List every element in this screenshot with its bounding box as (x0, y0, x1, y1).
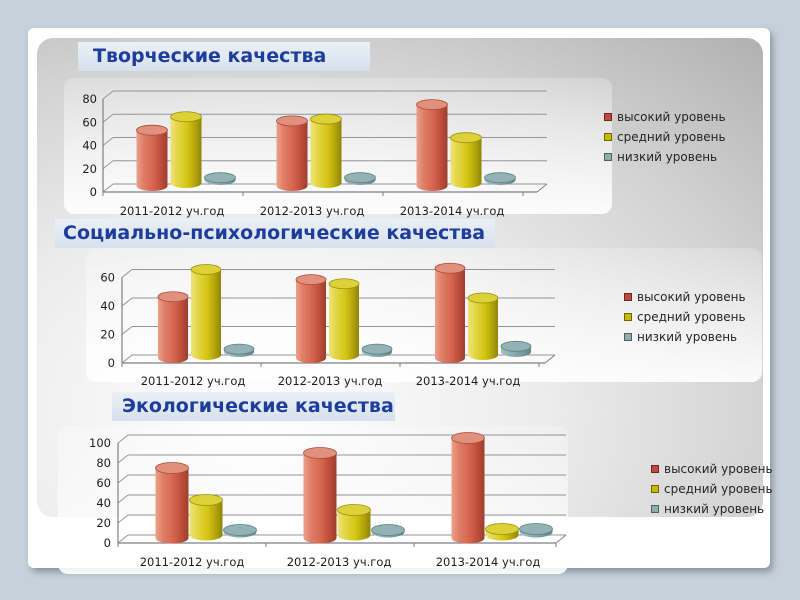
legend-label: средний уровень (637, 309, 746, 324)
svg-text:20: 20 (96, 516, 111, 530)
svg-text:2012-2013 уч.год: 2012-2013 уч.год (286, 555, 392, 569)
svg-text:2011-2012 уч.год: 2011-2012 уч.год (119, 204, 225, 218)
legend-item (651, 502, 773, 515)
chart2-title: Социально-психологические качества (55, 219, 495, 248)
chart1-legend (604, 110, 726, 163)
svg-text:60: 60 (100, 270, 115, 285)
legend-label: низкий уровень (637, 329, 738, 344)
svg-text:40: 40 (96, 496, 111, 510)
svg-text:20: 20 (100, 327, 115, 342)
chart3-legend (651, 462, 773, 515)
legend-item (651, 482, 773, 495)
svg-text:2013-2014 уч.год: 2013-2014 уч.год (415, 374, 521, 388)
legend-item (604, 130, 726, 143)
svg-text:0: 0 (103, 536, 111, 550)
legend-label: высокий уровень (664, 461, 773, 476)
legend-swatch-low (604, 153, 612, 161)
svg-text:2011-2012 уч.год: 2011-2012 уч.год (140, 374, 246, 388)
svg-text:20: 20 (82, 161, 97, 176)
svg-text:0: 0 (107, 356, 115, 370)
chart1-title: Творческие качества (78, 42, 370, 71)
legend-label: высокий уровень (637, 289, 746, 304)
legend-swatch-low (651, 505, 659, 513)
legend-swatch-mid (651, 485, 659, 493)
legend-swatch-mid (604, 133, 612, 141)
legend-label: низкий уровень (617, 149, 718, 164)
svg-text:80: 80 (96, 456, 111, 470)
svg-text:2012-2013 уч.год: 2012-2013 уч.год (259, 204, 365, 218)
chart-creative-qualities (64, 78, 612, 218)
legend-label: средний уровень (664, 481, 773, 496)
svg-text:100: 100 (89, 436, 111, 450)
svg-text:60: 60 (82, 115, 97, 130)
legend-label: низкий уровень (664, 501, 765, 516)
svg-text:40: 40 (100, 299, 115, 313)
svg-text:2011-2012 уч.год: 2011-2012 уч.год (139, 555, 245, 569)
legend-item (651, 462, 773, 475)
legend-item (624, 330, 746, 343)
svg-text:2012-2013 уч.год: 2012-2013 уч.год (277, 374, 383, 388)
legend-swatch-low (624, 333, 632, 341)
chart2-legend (624, 290, 746, 343)
svg-text:2013-2014 уч.год: 2013-2014 уч.год (435, 555, 541, 569)
svg-text:40: 40 (82, 138, 97, 153)
legend-item (624, 310, 746, 323)
legend-item (604, 150, 726, 163)
svg-text:80: 80 (82, 92, 97, 106)
chart-ecological-qualities (58, 426, 568, 574)
legend-swatch-high (624, 293, 632, 301)
legend-swatch-high (651, 465, 659, 473)
legend-item (624, 290, 746, 303)
legend-swatch-mid (624, 313, 632, 321)
legend-swatch-high (604, 113, 612, 121)
svg-text:0: 0 (89, 185, 97, 199)
legend-label: высокий уровень (617, 109, 726, 124)
svg-text:60: 60 (96, 476, 111, 490)
legend-item (604, 110, 726, 123)
chart3-title: Экологические качества (112, 392, 395, 421)
svg-text:2013-2014 уч.год: 2013-2014 уч.год (399, 204, 505, 218)
legend-label: средний уровень (617, 129, 726, 144)
